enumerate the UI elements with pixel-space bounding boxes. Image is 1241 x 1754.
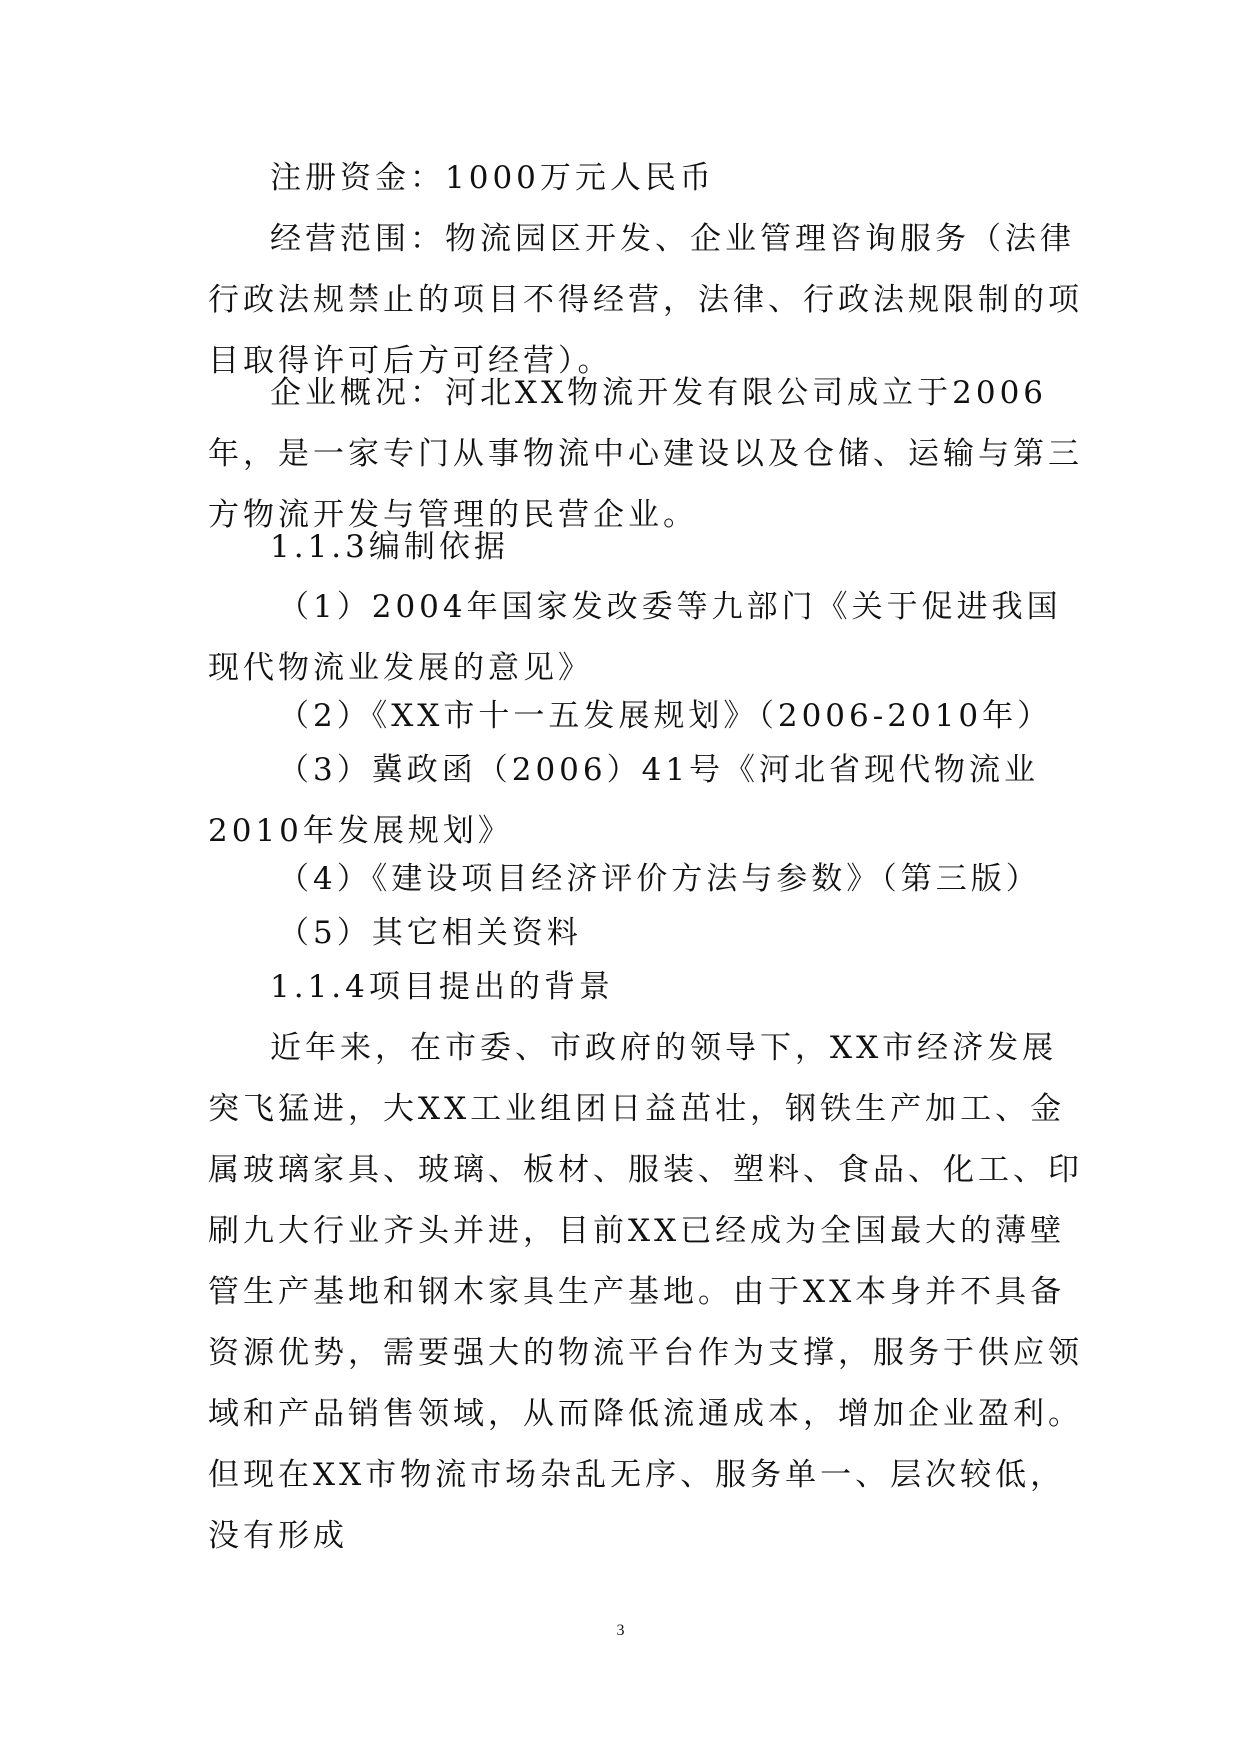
registered-capital-paragraph: 注册资金：1000万元人民币 [270,160,715,196]
section-heading-1-1-3: 1.1.3编制依据 [270,529,509,565]
company-overview-paragraph: 企业概况：河北XX物流开发有限公司成立于2006年，是一家专门从事物流中心建设以及仓储、运输与第三方物流开发与管理的民营企业。 [208,375,1083,533]
background-paragraph: 近年来，在市委、市政府的领导下，XX市经济发展突飞猛进，大XX工业组团日益茁壮，钢铁生产加工、金属玻璃家具、玻璃、板材、服装、塑料、食品、化工、印刷九大行业齐头并进，目前XX已经成为全国最大的薄壁管生产基地和钢木家具生产基地。由于XX本身并不具备资源优势，需要强大的物流平台作为支撑，服务于供应领域和产品销售领域，从而降低流通成本，增加企业盈利。但现在XX市物流市场杂乱无序、服务单一、层次较低，没有形成 [208,1030,1083,1554]
basis-item-5: （5）其它相关资料 [278,915,582,951]
basis-item-3: （3）冀政函（2006）41号《河北省现代物流业2010年发展规划》 [208,752,1040,849]
business-scope-paragraph: 经营范围：物流园区开发、企业管理咨询服务（法律行政法规禁止的项目不得经营，法律、行政法规限制的项目取得许可后方可经营）。 [208,221,1083,379]
basis-item-1: （1）2004年国家发改委等九部门《关于促进我国现代物流业发展的意见》 [208,589,1062,686]
page-number: 3 [616,1622,625,1639]
basis-item-2: （2）《XX市十一五发展规划》（2006-2010年） [278,698,1053,734]
basis-item-4: （4）《建设项目经济评价方法与参数》（第三版） [278,861,1041,897]
section-heading-1-1-4: 1.1.4项目提出的背景 [270,969,614,1005]
